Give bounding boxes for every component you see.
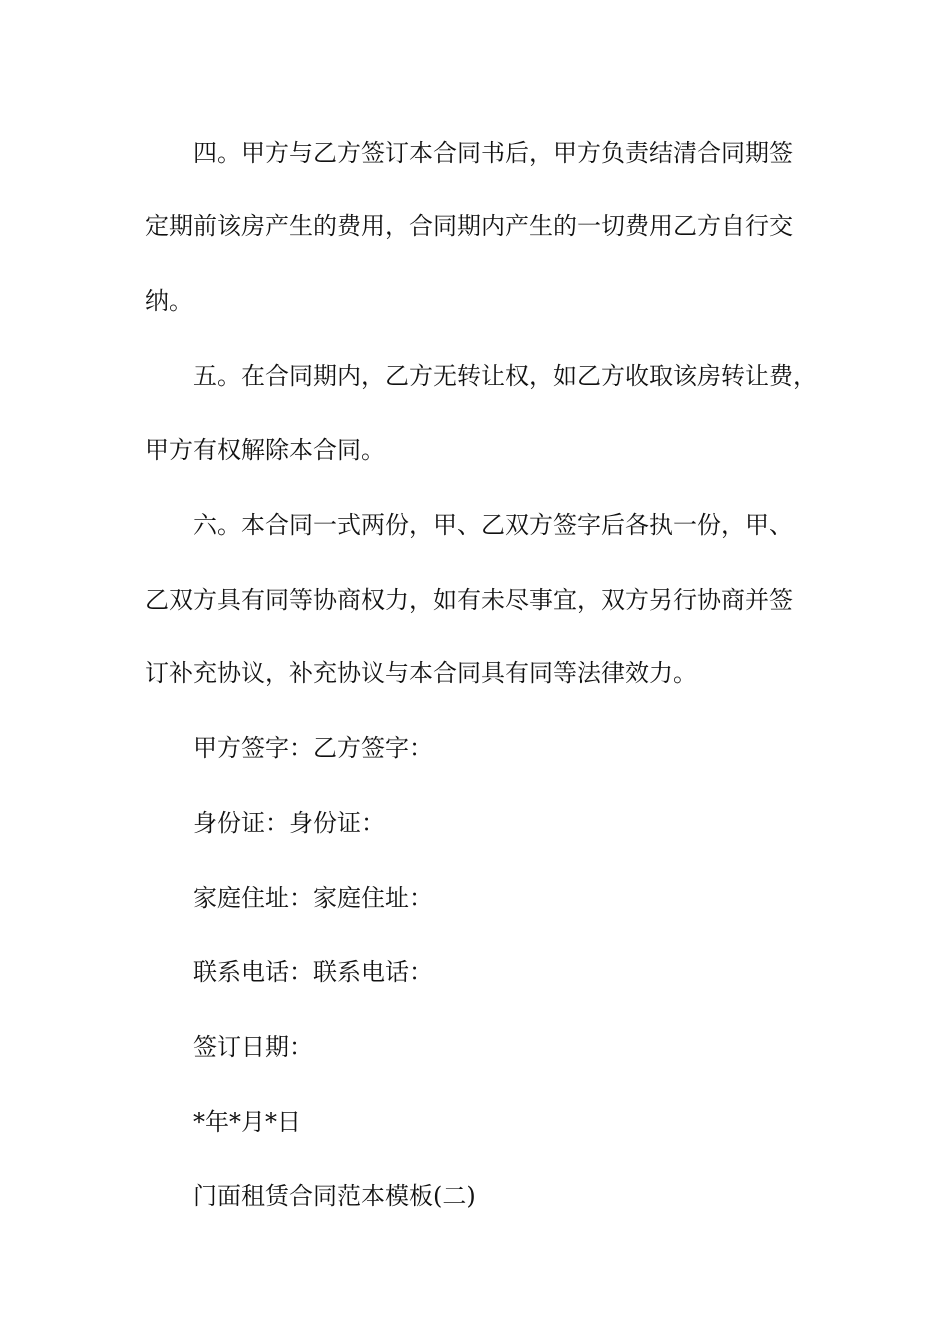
clause-6-line-1: 六。本合同一式两份，甲、乙双方签字后各执一份，甲、: [193, 511, 793, 539]
clause-6-line-3: 订补充协议，补充协议与本合同具有同等法律效力。: [145, 659, 697, 687]
clause-4-line-2: 定期前该房产生的费用，合同期内产生的一切费用乙方自行交: [145, 212, 793, 240]
phone-line: 联系电话：联系电话：: [193, 958, 433, 986]
clause-4-line-1: 四。甲方与乙方签订本合同书后，甲方负责结清合同期签: [193, 139, 793, 167]
id-card-line: 身份证：身份证：: [193, 809, 385, 837]
sign-date-line: 签订日期：: [193, 1033, 313, 1061]
section-title-line: 门面租赁合同范本模板(二): [193, 1182, 476, 1210]
clause-5-line-1: 五。在合同期内，乙方无转让权，如乙方收取该房转让费，: [193, 362, 817, 390]
clause-6-line-2: 乙双方具有同等协商权力，如有未尽事宜，双方另行协商并签: [145, 586, 793, 614]
date-placeholder-line: *年*月*日: [193, 1108, 301, 1136]
clause-4-line-3: 纳。: [145, 287, 193, 315]
clause-5-line-2: 甲方有权解除本合同。: [145, 436, 385, 464]
signature-line: 甲方签字：乙方签字：: [193, 734, 433, 762]
home-address-line: 家庭住址：家庭住址：: [193, 884, 433, 912]
